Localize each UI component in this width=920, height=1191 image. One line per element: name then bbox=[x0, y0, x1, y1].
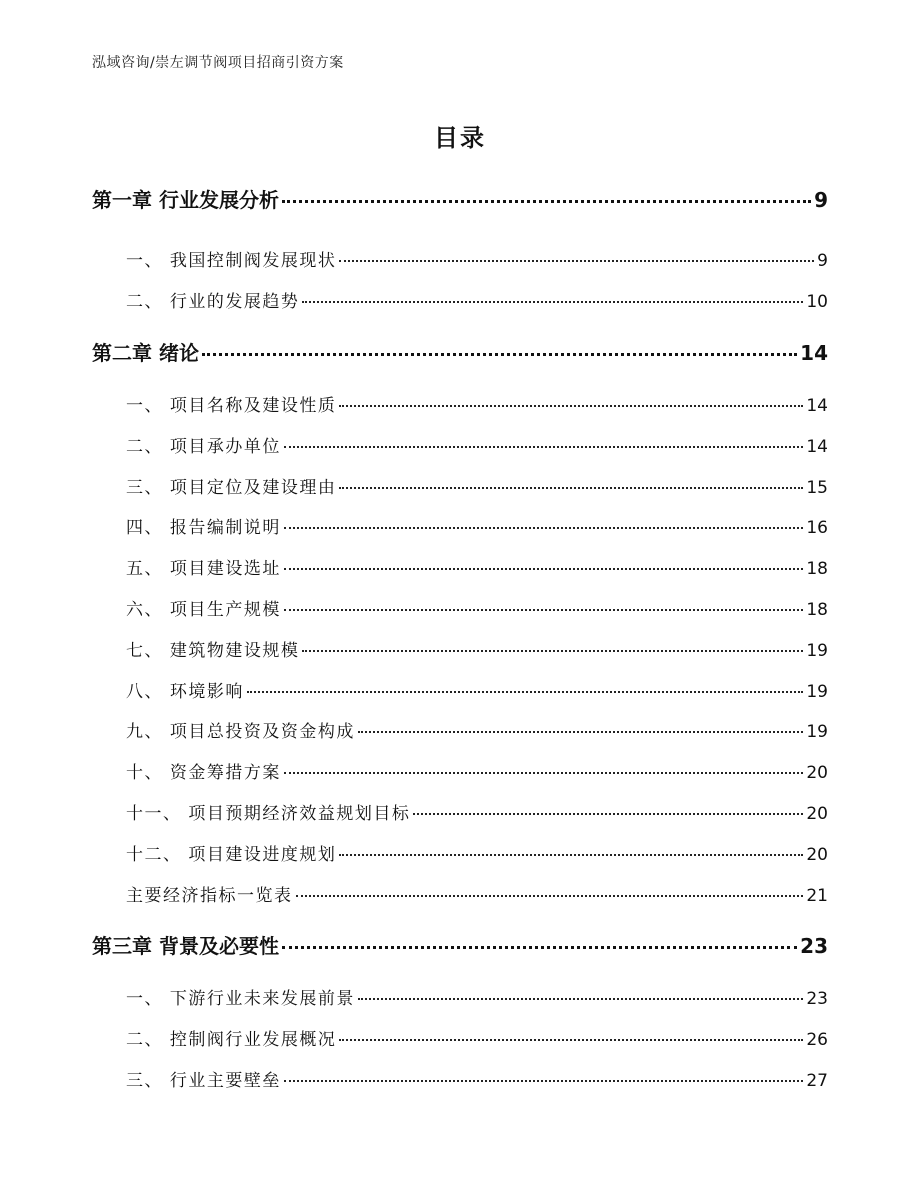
toc-section[interactable] bbox=[126, 473, 828, 498]
dot-leader bbox=[302, 650, 803, 652]
dot-leader bbox=[339, 260, 814, 262]
toc-entry-page: 18 bbox=[806, 559, 828, 579]
toc-section[interactable] bbox=[126, 246, 828, 271]
running-header: 泓域咨询/崇左调节阀项目招商引资方案 bbox=[92, 55, 344, 71]
toc-entry-label: 一、 下游行业未来发展前景 bbox=[126, 989, 355, 1009]
dot-leader bbox=[247, 691, 803, 693]
toc-section[interactable] bbox=[126, 287, 828, 312]
toc-section[interactable] bbox=[126, 1066, 828, 1091]
toc-entry-page: 27 bbox=[806, 1071, 828, 1091]
toc-entry-label: 八、 环境影响 bbox=[126, 682, 244, 702]
dot-leader bbox=[413, 813, 803, 815]
toc-entry-label: 第一章 行业发展分析 bbox=[92, 188, 279, 212]
toc-entry-label: 十一、 项目预期经济效益规划目标 bbox=[126, 804, 411, 824]
toc-section[interactable] bbox=[126, 554, 828, 579]
toc-entry-page: 19 bbox=[806, 641, 828, 661]
toc-entry-page: 14 bbox=[800, 341, 828, 365]
toc-chapter-1[interactable] bbox=[92, 184, 828, 213]
toc-entry-page: 18 bbox=[806, 600, 828, 620]
dot-leader bbox=[282, 946, 797, 949]
toc-entry-label: 二、 行业的发展趋势 bbox=[126, 292, 300, 312]
dot-leader bbox=[284, 609, 803, 611]
toc-entry-page: 20 bbox=[806, 763, 828, 783]
toc-section[interactable] bbox=[126, 881, 828, 906]
toc-entry-page: 10 bbox=[806, 292, 828, 312]
toc-entry-page: 14 bbox=[806, 437, 828, 457]
toc-section[interactable] bbox=[126, 717, 828, 742]
dot-leader bbox=[202, 353, 797, 356]
toc-entry-page: 15 bbox=[806, 478, 828, 498]
toc-section[interactable] bbox=[126, 636, 828, 661]
dot-leader bbox=[282, 200, 811, 203]
toc-entry-label: 主要经济指标一览表 bbox=[126, 886, 293, 906]
toc-entry-label: 第二章 绪论 bbox=[92, 341, 199, 365]
dot-leader bbox=[358, 731, 803, 733]
toc-section[interactable] bbox=[126, 432, 828, 457]
toc-entry-label: 四、 报告编制说明 bbox=[126, 518, 281, 538]
toc-section[interactable] bbox=[126, 513, 828, 538]
toc-entry-label: 十二、 项目建设进度规划 bbox=[126, 845, 337, 865]
toc-section[interactable] bbox=[126, 799, 828, 824]
dot-leader bbox=[339, 854, 803, 856]
toc-entry-page: 16 bbox=[806, 518, 828, 538]
toc-entry-label: 五、 项目建设选址 bbox=[126, 559, 281, 579]
dot-leader bbox=[284, 772, 803, 774]
toc-chapter-3[interactable] bbox=[92, 930, 828, 959]
toc-section[interactable] bbox=[126, 840, 828, 865]
toc-entry-page: 14 bbox=[806, 396, 828, 416]
dot-leader bbox=[358, 998, 803, 1000]
toc-entry-page: 26 bbox=[806, 1030, 828, 1050]
toc-entry-label: 三、 项目定位及建设理由 bbox=[126, 478, 337, 498]
toc-entry-page: 9 bbox=[814, 188, 828, 212]
toc-entry-page: 21 bbox=[806, 886, 828, 906]
toc-entry-page: 19 bbox=[806, 722, 828, 742]
toc-entry-label: 第三章 背景及必要性 bbox=[92, 934, 279, 958]
toc-section[interactable] bbox=[126, 758, 828, 783]
toc-section[interactable] bbox=[126, 1025, 828, 1050]
toc-title: 目录 bbox=[434, 124, 486, 152]
dot-leader bbox=[296, 895, 804, 897]
toc-entry-label: 二、 控制阀行业发展概况 bbox=[126, 1030, 337, 1050]
toc-section[interactable] bbox=[126, 595, 828, 620]
toc-entry-page: 19 bbox=[806, 682, 828, 702]
dot-leader bbox=[284, 568, 803, 570]
toc-entry-label: 一、 项目名称及建设性质 bbox=[126, 396, 337, 416]
dot-leader bbox=[284, 1080, 803, 1082]
toc-entry-page: 23 bbox=[806, 989, 828, 1009]
toc-entry-label: 六、 项目生产规模 bbox=[126, 600, 281, 620]
toc-entry-label: 十、 资金筹措方案 bbox=[126, 763, 281, 783]
toc-entry-page: 23 bbox=[800, 934, 828, 958]
dot-leader bbox=[339, 405, 803, 407]
toc-entry-page: 20 bbox=[806, 804, 828, 824]
toc-entry-label: 一、 我国控制阀发展现状 bbox=[126, 251, 337, 271]
toc-entry-page: 20 bbox=[806, 845, 828, 865]
toc-section[interactable] bbox=[126, 984, 828, 1009]
dot-leader bbox=[302, 301, 803, 303]
toc-entry-label: 二、 项目承办单位 bbox=[126, 437, 281, 457]
toc-entry-label: 七、 建筑物建设规模 bbox=[126, 641, 300, 661]
dot-leader bbox=[339, 487, 803, 489]
toc-entry-label: 三、 行业主要壁垒 bbox=[126, 1071, 281, 1091]
dot-leader bbox=[284, 446, 803, 448]
toc-section[interactable] bbox=[126, 677, 828, 702]
dot-leader bbox=[339, 1039, 803, 1041]
toc-entry-label: 九、 项目总投资及资金构成 bbox=[126, 722, 355, 742]
toc-section[interactable] bbox=[126, 391, 828, 416]
toc-entry-page: 9 bbox=[817, 251, 828, 271]
toc-chapter-2[interactable] bbox=[92, 337, 828, 366]
dot-leader bbox=[284, 527, 803, 529]
